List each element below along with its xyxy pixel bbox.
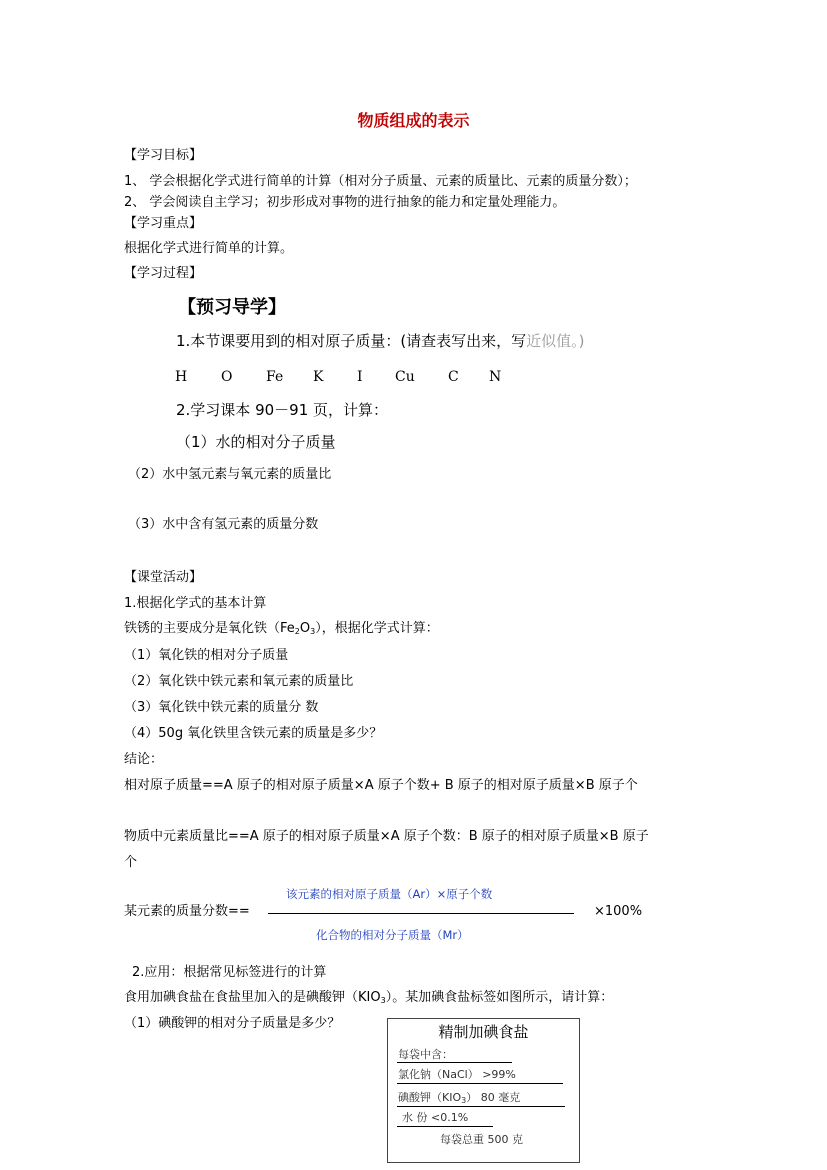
salt-label-rule — [397, 1106, 565, 1107]
rust-intro-b: O — [299, 621, 311, 636]
salt-label-rule — [397, 1062, 512, 1063]
kio3-question: （1）碘酸钾的相对分子质量是多少？ — [124, 1016, 341, 1031]
salt-label-kio3-sub: 3 — [461, 1096, 467, 1105]
salt-intro-a: 食用加碘食盐在食盐里加入的是碘酸钾（KIO — [124, 990, 381, 1005]
salt-label-title: 精制加碘食盐 — [438, 1023, 529, 1041]
preview-item-1 — [176, 333, 585, 350]
salt-intro — [124, 991, 613, 1006]
fraction-bar — [268, 913, 574, 914]
fraction-numerator: 该元素的相对原子质量（Ar）×原子个数 — [286, 887, 493, 901]
salt-label-contents: 每袋中含： — [398, 1048, 453, 1061]
element-symbol: I — [357, 369, 363, 385]
formula-mass-ratio: 物质中元素质量比==A 原子的相对原子质量×A 原子个数：B 原子的相对原子质量×B 原子 — [124, 829, 649, 844]
preview-item-1-text: 1.本节课要用到的相对原子质量：(请查表写出来，写 — [176, 332, 527, 350]
rust-intro — [124, 622, 439, 637]
preview-question-1: （1）水的相对分子质量 — [176, 433, 336, 451]
element-symbol: O — [221, 369, 233, 385]
preview-question-3: （3）水中含有氢元素的质量分数 — [128, 517, 319, 532]
element-symbol: Fe — [266, 369, 284, 385]
rust-intro-a: 铁锈的主要成分是氧化铁（Fe — [124, 621, 295, 636]
activity-question-1: （1）氧化铁的相对分子质量 — [124, 648, 289, 663]
preview-item-2: 2.学习课本 90－91 页，计算： — [176, 401, 389, 419]
preview-question-2: （2）水中氢元素与氧元素的质量比 — [128, 467, 332, 482]
conclusion-label: 结论： — [124, 752, 164, 767]
activity-subheading-1: 1.根据化学式的基本计算 — [124, 596, 267, 611]
element-symbol: C — [448, 369, 459, 385]
focus-text: 根据化学式进行简单的计算。 — [124, 241, 294, 256]
salt-label-weight: 每袋总重 500 克 — [440, 1133, 523, 1146]
focus-heading: 【学习重点】 — [124, 216, 203, 231]
element-symbol: H — [175, 369, 188, 385]
activity-heading: 【课堂活动】 — [124, 570, 203, 585]
activity-question-3: （3）氧化铁中铁元素的质量分 数 — [124, 700, 319, 715]
salt-subscript-3: 3 — [380, 996, 386, 1005]
salt-label-nacl: 氯化钠（NaCl） >99% — [398, 1068, 516, 1081]
process-heading: 【学习过程】 — [124, 266, 203, 281]
fraction-label: 某元素的质量分数== — [124, 904, 250, 919]
salt-label-kio3-b: ） 80 毫克 — [466, 1091, 521, 1104]
fraction-denominator: 化合物的相对分子质量（Mr） — [316, 928, 469, 942]
rust-subscript-2: 2 — [294, 627, 300, 636]
salt-label-rule — [397, 1126, 493, 1127]
goals-heading: 【学习目标】 — [124, 148, 203, 163]
salt-label-moisture: 水 份 <0.1% — [402, 1111, 469, 1124]
activity-subheading-2: 2.应用：根据常见标签进行的计算 — [132, 965, 327, 980]
salt-label-rule — [397, 1083, 563, 1084]
salt-label-kio3 — [398, 1092, 520, 1105]
element-symbol: N — [489, 369, 502, 385]
fraction-multiplier: ×100% — [594, 904, 643, 919]
activity-question-4: （4）50g 氧化铁里含铁元素的质量是多少？ — [124, 726, 383, 741]
page-title: 物质组成的表示 — [357, 111, 470, 130]
salt-label-kio3-a: 碘酸钾（KIO — [398, 1091, 462, 1104]
salt-intro-b: ）。某加碘食盐标签如图所示，请计算： — [385, 990, 614, 1005]
rust-subscript-3: 3 — [310, 627, 316, 636]
activity-question-2: （2）氧化铁中铁元素和氧元素的质量比 — [124, 674, 354, 689]
formula-mass-ratio-continued: 个 — [124, 855, 138, 870]
element-symbol: Cu — [395, 369, 415, 385]
preview-item-1-faded: 近似值。) — [526, 332, 585, 350]
preview-heading: 【预习导学】 — [178, 297, 286, 318]
element-symbol: K — [313, 369, 324, 385]
formula-relative-mass: 相对原子质量==A 原子的相对原子质量×A 原子个数+ B 原子的相对原子质量×B 原子个 — [124, 778, 638, 793]
rust-intro-c: ），根据化学式计算： — [315, 621, 439, 636]
goal-1: 1、 学会根据化学式进行简单的计算（相对分子质量、元素的质量比、元素的质量分数）； — [124, 174, 637, 189]
goal-2: 2、 学会阅读自主学习；初步形成对事物的进行抽象的能力和定量处理能力。 — [124, 195, 566, 210]
